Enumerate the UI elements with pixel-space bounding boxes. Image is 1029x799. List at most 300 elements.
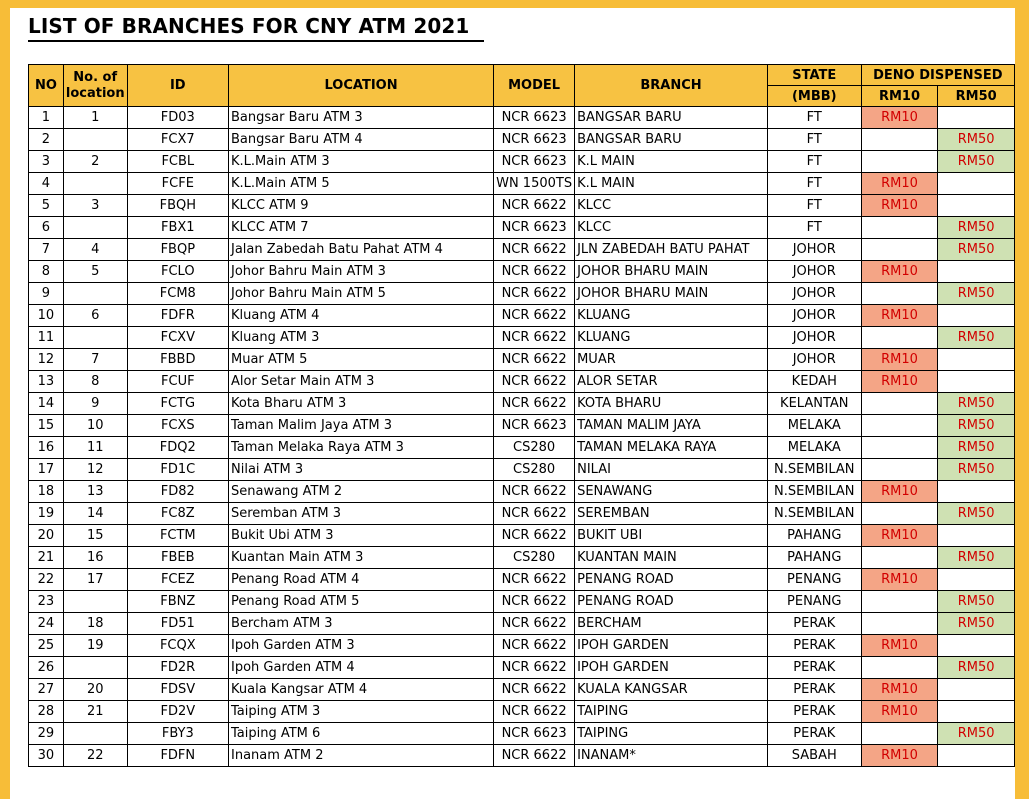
cell-rm50: RM50: [938, 129, 1015, 151]
cell-rm50: [938, 107, 1015, 129]
cell-id: FBBD: [127, 349, 228, 371]
cell-model: NCR 6622: [494, 305, 575, 327]
table-row: [29, 745, 1015, 767]
cell-no: 13: [29, 371, 64, 393]
cell-state: PERAK: [767, 679, 861, 701]
cell-id: FCM8: [127, 283, 228, 305]
table-row: [29, 503, 1015, 525]
cell-branch: KLCC: [575, 217, 768, 239]
cell-id: FCXS: [127, 415, 228, 437]
cell-id: FBEB: [127, 547, 228, 569]
cell-location: Johor Bahru Main ATM 3: [229, 261, 494, 283]
cell-location-count: 17: [63, 569, 127, 591]
cell-rm10: [861, 129, 938, 151]
cell-no: 16: [29, 437, 64, 459]
cell-location: Bercham ATM 3: [229, 613, 494, 635]
cell-no: 28: [29, 701, 64, 723]
cell-rm10: [861, 547, 938, 569]
cell-location-count: 7: [63, 349, 127, 371]
cell-rm10: [861, 217, 938, 239]
cell-branch: TAIPING: [575, 701, 768, 723]
cell-no: 20: [29, 525, 64, 547]
cell-id: FD51: [127, 613, 228, 635]
cell-no: 25: [29, 635, 64, 657]
cell-location: Taiping ATM 3: [229, 701, 494, 723]
cell-branch: BANGSAR BARU: [575, 107, 768, 129]
table-row: [29, 239, 1015, 261]
header-deno-dispensed: DENO DISPENSED: [861, 65, 1014, 86]
cell-location-count: 19: [63, 635, 127, 657]
cell-location-count: 6: [63, 305, 127, 327]
cell-location: Kuala Kangsar ATM 4: [229, 679, 494, 701]
cell-id: FD2V: [127, 701, 228, 723]
cell-branch: MUAR: [575, 349, 768, 371]
cell-location-count: 15: [63, 525, 127, 547]
table-row: [29, 701, 1015, 723]
cell-model: NCR 6622: [494, 349, 575, 371]
cell-no: 18: [29, 481, 64, 503]
cell-branch: KLUANG: [575, 327, 768, 349]
cell-location: Kota Bharu ATM 3: [229, 393, 494, 415]
cell-state: N.SEMBILAN: [767, 481, 861, 503]
cell-location-count: 10: [63, 415, 127, 437]
cell-location-count: 3: [63, 195, 127, 217]
cell-state: KEDAH: [767, 371, 861, 393]
table-row: [29, 569, 1015, 591]
cell-id: FBNZ: [127, 591, 228, 613]
cell-state: FT: [767, 195, 861, 217]
header-id: ID: [127, 65, 228, 107]
cell-model: NCR 6622: [494, 393, 575, 415]
cell-id: FCXV: [127, 327, 228, 349]
cell-state: JOHOR: [767, 349, 861, 371]
cell-rm10: [861, 393, 938, 415]
table-row: [29, 393, 1015, 415]
table-row: [29, 459, 1015, 481]
cell-location-count: 5: [63, 261, 127, 283]
cell-no: 19: [29, 503, 64, 525]
cell-no: 6: [29, 217, 64, 239]
cell-model: NCR 6622: [494, 503, 575, 525]
cell-id: FCQX: [127, 635, 228, 657]
cell-no: 21: [29, 547, 64, 569]
cell-id: FCTG: [127, 393, 228, 415]
cell-branch: KOTA BHARU: [575, 393, 768, 415]
cell-no: 30: [29, 745, 64, 767]
cell-location-count: [63, 591, 127, 613]
cell-location: Taman Melaka Raya ATM 3: [229, 437, 494, 459]
cell-location-count: [63, 723, 127, 745]
cell-state: PERAK: [767, 701, 861, 723]
cell-rm10: RM10: [861, 349, 938, 371]
cell-rm10: [861, 437, 938, 459]
cell-model: NCR 6622: [494, 481, 575, 503]
cell-rm50: RM50: [938, 415, 1015, 437]
table-row: [29, 151, 1015, 173]
cell-rm10: RM10: [861, 195, 938, 217]
table-row: [29, 657, 1015, 679]
cell-state: PENANG: [767, 569, 861, 591]
cell-model: CS280: [494, 547, 575, 569]
cell-rm50: [938, 261, 1015, 283]
cell-branch: K.L MAIN: [575, 173, 768, 195]
cell-rm50: RM50: [938, 437, 1015, 459]
cell-location-count: [63, 173, 127, 195]
branch-table: [28, 64, 1015, 767]
cell-rm50: [938, 173, 1015, 195]
cell-location-count: 8: [63, 371, 127, 393]
cell-location-count: 21: [63, 701, 127, 723]
cell-rm10: RM10: [861, 525, 938, 547]
cell-branch: TAMAN MALIM JAYA: [575, 415, 768, 437]
cell-branch: IPOH GARDEN: [575, 657, 768, 679]
cell-state: MELAKA: [767, 437, 861, 459]
cell-location: Ipoh Garden ATM 3: [229, 635, 494, 657]
page-title: LIST OF BRANCHES FOR CNY ATM 2021: [28, 12, 484, 42]
cell-no: 29: [29, 723, 64, 745]
cell-rm10: [861, 459, 938, 481]
cell-model: NCR 6622: [494, 525, 575, 547]
cell-model: NCR 6622: [494, 613, 575, 635]
table-row: [29, 679, 1015, 701]
cell-location: Bangsar Baru ATM 4: [229, 129, 494, 151]
cell-rm10: RM10: [861, 701, 938, 723]
cell-location-count: 1: [63, 107, 127, 129]
cell-model: NCR 6623: [494, 415, 575, 437]
table-body: [29, 107, 1015, 767]
cell-rm50: RM50: [938, 459, 1015, 481]
table-row: [29, 261, 1015, 283]
cell-location: Ipoh Garden ATM 4: [229, 657, 494, 679]
cell-no: 12: [29, 349, 64, 371]
cell-state: SABAH: [767, 745, 861, 767]
cell-model: NCR 6622: [494, 745, 575, 767]
header-no: NO: [29, 65, 64, 107]
table-row: [29, 195, 1015, 217]
cell-location: Kuantan Main ATM 3: [229, 547, 494, 569]
table-row: [29, 129, 1015, 151]
cell-state: JOHOR: [767, 305, 861, 327]
cell-location: Alor Setar Main ATM 3: [229, 371, 494, 393]
cell-branch: ALOR SETAR: [575, 371, 768, 393]
cell-branch: JOHOR BHARU MAIN: [575, 261, 768, 283]
cell-location-count: 11: [63, 437, 127, 459]
cell-state: N.SEMBILAN: [767, 503, 861, 525]
cell-branch: BANGSAR BARU: [575, 129, 768, 151]
cell-model: NCR 6623: [494, 107, 575, 129]
cell-rm50: RM50: [938, 591, 1015, 613]
cell-id: FD2R: [127, 657, 228, 679]
cell-id: FCTM: [127, 525, 228, 547]
cell-no: 5: [29, 195, 64, 217]
cell-rm50: [938, 635, 1015, 657]
table-row: [29, 635, 1015, 657]
table-row: [29, 371, 1015, 393]
header-location: LOCATION: [229, 65, 494, 107]
cell-id: FCLO: [127, 261, 228, 283]
cell-state: FT: [767, 173, 861, 195]
table-row: [29, 107, 1015, 129]
cell-location-count: [63, 657, 127, 679]
cell-id: FCFE: [127, 173, 228, 195]
cell-no: 2: [29, 129, 64, 151]
cell-rm50: RM50: [938, 723, 1015, 745]
cell-model: NCR 6622: [494, 591, 575, 613]
cell-no: 7: [29, 239, 64, 261]
cell-location-count: [63, 217, 127, 239]
cell-branch: BERCHAM: [575, 613, 768, 635]
cell-id: FDSV: [127, 679, 228, 701]
cell-branch: IPOH GARDEN: [575, 635, 768, 657]
cell-id: FCEZ: [127, 569, 228, 591]
cell-rm50: [938, 701, 1015, 723]
cell-location-count: [63, 283, 127, 305]
cell-model: NCR 6623: [494, 151, 575, 173]
table-row: [29, 481, 1015, 503]
cell-id: FBQH: [127, 195, 228, 217]
cell-location: K.L.Main ATM 5: [229, 173, 494, 195]
header-model: MODEL: [494, 65, 575, 107]
cell-location: Bukit Ubi ATM 3: [229, 525, 494, 547]
cell-model: CS280: [494, 459, 575, 481]
cell-location: KLCC ATM 7: [229, 217, 494, 239]
table-row: [29, 437, 1015, 459]
cell-rm50: [938, 195, 1015, 217]
cell-location-count: [63, 129, 127, 151]
cell-state: PERAK: [767, 613, 861, 635]
cell-model: NCR 6622: [494, 327, 575, 349]
cell-no: 23: [29, 591, 64, 613]
cell-state: JOHOR: [767, 283, 861, 305]
cell-location: KLCC ATM 9: [229, 195, 494, 217]
table-row: [29, 305, 1015, 327]
cell-branch: JLN ZABEDAH BATU PAHAT: [575, 239, 768, 261]
cell-branch: KUALA KANGSAR: [575, 679, 768, 701]
cell-model: NCR 6622: [494, 701, 575, 723]
cell-rm10: RM10: [861, 371, 938, 393]
cell-no: 1: [29, 107, 64, 129]
cell-location: Nilai ATM 3: [229, 459, 494, 481]
cell-location: Kluang ATM 4: [229, 305, 494, 327]
cell-location: Senawang ATM 2: [229, 481, 494, 503]
header-rm10: RM10: [861, 86, 938, 107]
cell-state: PERAK: [767, 635, 861, 657]
cell-no: 24: [29, 613, 64, 635]
cell-state: PAHANG: [767, 525, 861, 547]
cell-rm10: RM10: [861, 679, 938, 701]
cell-location: Taiping ATM 6: [229, 723, 494, 745]
cell-rm10: [861, 151, 938, 173]
cell-branch: K.L MAIN: [575, 151, 768, 173]
cell-rm10: RM10: [861, 569, 938, 591]
cell-rm50: RM50: [938, 547, 1015, 569]
cell-location: Taman Malim Jaya ATM 3: [229, 415, 494, 437]
table-row: [29, 613, 1015, 635]
table-row: [29, 217, 1015, 239]
cell-location: Jalan Zabedah Batu Pahat ATM 4: [229, 239, 494, 261]
cell-id: FDFR: [127, 305, 228, 327]
table-row: [29, 349, 1015, 371]
header-branch: BRANCH: [575, 65, 768, 107]
cell-id: FD82: [127, 481, 228, 503]
cell-model: NCR 6622: [494, 679, 575, 701]
cell-state: PERAK: [767, 723, 861, 745]
cell-id: FD03: [127, 107, 228, 129]
cell-id: FBY3: [127, 723, 228, 745]
cell-id: FBQP: [127, 239, 228, 261]
cell-branch: KLCC: [575, 195, 768, 217]
cell-location: Muar ATM 5: [229, 349, 494, 371]
cell-rm10: RM10: [861, 107, 938, 129]
cell-branch: BUKIT UBI: [575, 525, 768, 547]
cell-rm10: RM10: [861, 481, 938, 503]
table-row: [29, 415, 1015, 437]
cell-model: NCR 6623: [494, 217, 575, 239]
cell-model: NCR 6622: [494, 657, 575, 679]
cell-no: 14: [29, 393, 64, 415]
header-no-of-location: No. of location: [63, 65, 127, 107]
cell-location: Kluang ATM 3: [229, 327, 494, 349]
cell-no: 3: [29, 151, 64, 173]
cell-location: Penang Road ATM 4: [229, 569, 494, 591]
cell-branch: INANAM*: [575, 745, 768, 767]
cell-id: FD1C: [127, 459, 228, 481]
cell-location-count: [63, 327, 127, 349]
cell-branch: TAIPING: [575, 723, 768, 745]
cell-rm50: RM50: [938, 503, 1015, 525]
cell-location: Penang Road ATM 5: [229, 591, 494, 613]
cell-location-count: 22: [63, 745, 127, 767]
cell-location: Inanam ATM 2: [229, 745, 494, 767]
cell-state: MELAKA: [767, 415, 861, 437]
cell-no: 11: [29, 327, 64, 349]
cell-id: FDQ2: [127, 437, 228, 459]
cell-rm50: RM50: [938, 283, 1015, 305]
cell-rm50: [938, 371, 1015, 393]
cell-branch: SENAWANG: [575, 481, 768, 503]
cell-model: NCR 6622: [494, 283, 575, 305]
cell-location: Johor Bahru Main ATM 5: [229, 283, 494, 305]
cell-model: NCR 6622: [494, 261, 575, 283]
cell-state: JOHOR: [767, 239, 861, 261]
cell-rm50: RM50: [938, 613, 1015, 635]
cell-no: 8: [29, 261, 64, 283]
table-row: [29, 723, 1015, 745]
cell-model: NCR 6622: [494, 195, 575, 217]
cell-rm50: [938, 349, 1015, 371]
cell-location-count: 13: [63, 481, 127, 503]
cell-no: 27: [29, 679, 64, 701]
cell-model: NCR 6622: [494, 239, 575, 261]
cell-id: FC8Z: [127, 503, 228, 525]
cell-location-count: 14: [63, 503, 127, 525]
cell-no: 22: [29, 569, 64, 591]
cell-rm50: [938, 569, 1015, 591]
cell-branch: PENANG ROAD: [575, 569, 768, 591]
cell-location-count: 20: [63, 679, 127, 701]
cell-model: CS280: [494, 437, 575, 459]
table-row: [29, 283, 1015, 305]
cell-state: JOHOR: [767, 327, 861, 349]
cell-id: FCUF: [127, 371, 228, 393]
cell-location: Seremban ATM 3: [229, 503, 494, 525]
cell-rm10: [861, 723, 938, 745]
cell-rm10: [861, 613, 938, 635]
cell-rm10: [861, 503, 938, 525]
cell-rm50: [938, 481, 1015, 503]
header-rm50: RM50: [938, 86, 1015, 107]
cell-state: FT: [767, 129, 861, 151]
cell-state: JOHOR: [767, 261, 861, 283]
table-row: [29, 173, 1015, 195]
cell-id: FCX7: [127, 129, 228, 151]
cell-location: Bangsar Baru ATM 3: [229, 107, 494, 129]
cell-rm10: RM10: [861, 745, 938, 767]
cell-branch: KUANTAN MAIN: [575, 547, 768, 569]
cell-state: PENANG: [767, 591, 861, 613]
cell-rm10: [861, 591, 938, 613]
table-row: [29, 327, 1015, 349]
cell-location-count: 4: [63, 239, 127, 261]
table-row: [29, 525, 1015, 547]
spreadsheet-sheet: [10, 8, 1015, 799]
cell-model: NCR 6623: [494, 129, 575, 151]
cell-location-count: 18: [63, 613, 127, 635]
cell-state: N.SEMBILAN: [767, 459, 861, 481]
cell-branch: NILAI: [575, 459, 768, 481]
header-state: STATE: [767, 65, 861, 86]
cell-branch: KLUANG: [575, 305, 768, 327]
cell-location-count: 12: [63, 459, 127, 481]
cell-no: 17: [29, 459, 64, 481]
cell-no: 15: [29, 415, 64, 437]
cell-rm50: [938, 525, 1015, 547]
cell-id: FCBL: [127, 151, 228, 173]
cell-rm10: RM10: [861, 173, 938, 195]
cell-location-count: 2: [63, 151, 127, 173]
cell-rm10: RM10: [861, 635, 938, 657]
cell-model: NCR 6622: [494, 569, 575, 591]
cell-branch: JOHOR BHARU MAIN: [575, 283, 768, 305]
cell-model: NCR 6622: [494, 635, 575, 657]
cell-location-count: 9: [63, 393, 127, 415]
cell-no: 10: [29, 305, 64, 327]
cell-state: FT: [767, 107, 861, 129]
table-row: [29, 591, 1015, 613]
cell-rm10: [861, 657, 938, 679]
cell-rm50: [938, 679, 1015, 701]
cell-no: 4: [29, 173, 64, 195]
cell-rm50: RM50: [938, 393, 1015, 415]
cell-rm50: [938, 745, 1015, 767]
cell-state: KELANTAN: [767, 393, 861, 415]
cell-rm10: [861, 283, 938, 305]
cell-state: FT: [767, 217, 861, 239]
cell-state: PERAK: [767, 657, 861, 679]
cell-id: FDFN: [127, 745, 228, 767]
header-state-mbb: (MBB): [767, 86, 861, 107]
cell-rm50: [938, 305, 1015, 327]
cell-model: NCR 6622: [494, 371, 575, 393]
cell-rm50: RM50: [938, 327, 1015, 349]
cell-branch: TAMAN MELAKA RAYA: [575, 437, 768, 459]
table-row: [29, 547, 1015, 569]
cell-rm50: RM50: [938, 217, 1015, 239]
cell-location: K.L.Main ATM 3: [229, 151, 494, 173]
cell-model: WN 1500TS: [494, 173, 575, 195]
cell-rm10: [861, 327, 938, 349]
cell-branch: SEREMBAN: [575, 503, 768, 525]
